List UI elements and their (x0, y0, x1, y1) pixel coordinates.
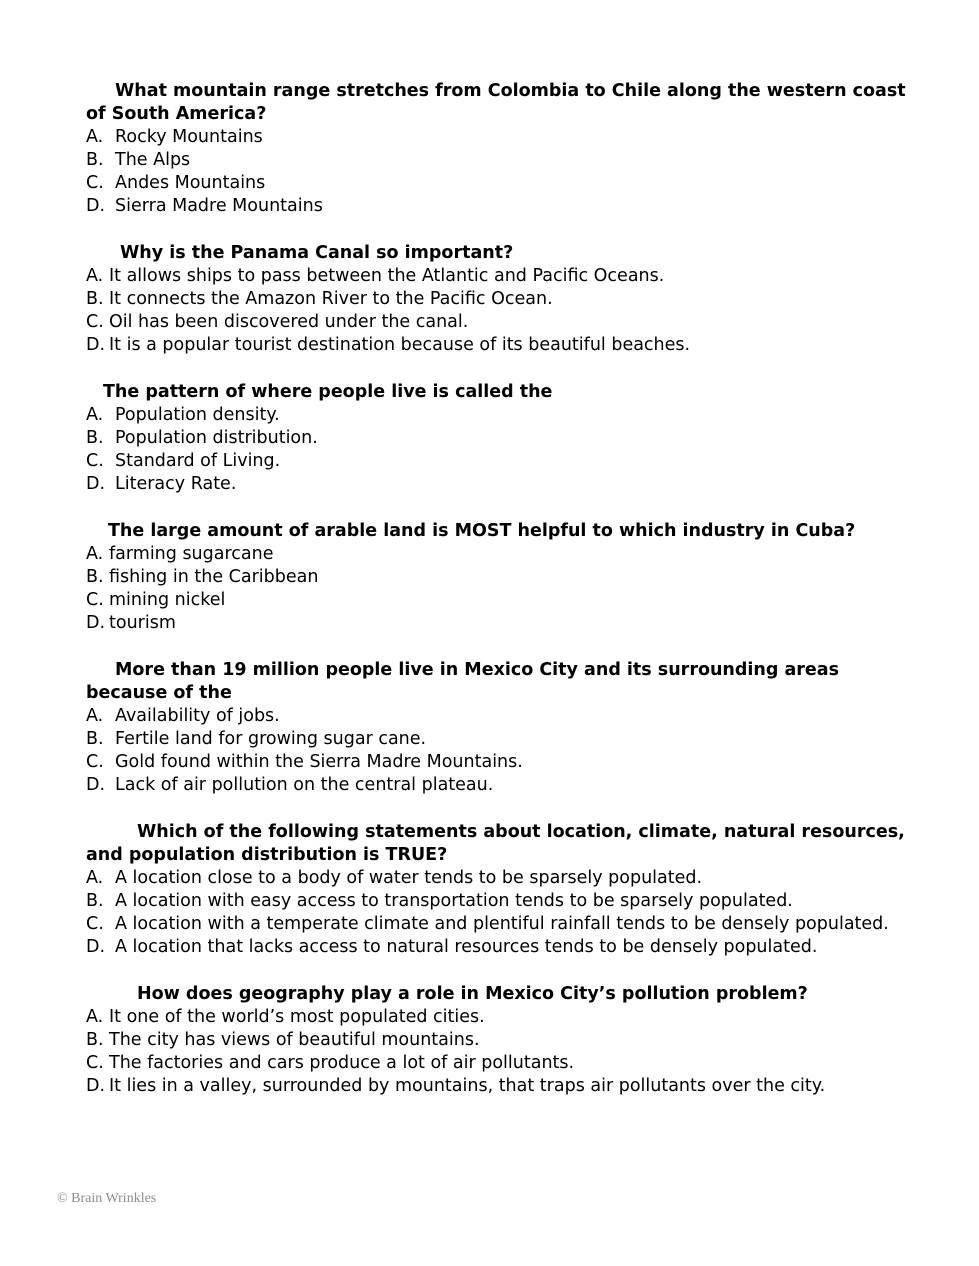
choice-text: Standard of Living. (115, 451, 281, 472)
choice-text: A location with a temperate climate and plentiful rainfall tends to be densely populated. (115, 914, 889, 935)
choice-letter: B. (86, 567, 104, 588)
choice-text: Population density. (115, 405, 280, 426)
answer-choices (86, 867, 926, 959)
choice-letter: A. (86, 868, 104, 889)
answer-choices (86, 404, 926, 496)
answer-choice (86, 890, 926, 913)
choice-letter: D. (86, 775, 106, 796)
choice-text: mining nickel (109, 590, 226, 611)
choice-letter: A. (86, 405, 104, 426)
choice-letter: B. (86, 1030, 104, 1051)
answer-choice (86, 172, 926, 195)
choice-letter: C. (86, 173, 104, 194)
choice-text: It is a popular tourist destination because of its beautiful beaches. (109, 335, 691, 356)
choice-text: The factories and cars produce a lot of air pollutants. (109, 1053, 575, 1074)
choice-text: Lack of air pollution on the central plateau. (115, 775, 494, 796)
question-text: What mountain range stretches from Colombia to Chile along the western coast of South America? (86, 81, 906, 125)
choice-letter: B. (86, 428, 104, 449)
answer-choice (86, 473, 926, 496)
question-text: How does geography play a role in Mexico City’s pollution problem? (137, 984, 808, 1004)
answer-choice (86, 774, 926, 797)
choice-text: Population distribution. (115, 428, 318, 449)
choice-letter: C. (86, 312, 104, 333)
choice-text: A location close to a body of water tends to be sparsely populated. (115, 868, 703, 889)
choice-text: Oil has been discovered under the canal. (109, 312, 469, 333)
choice-text: Sierra Madre Mountains (115, 196, 323, 217)
choice-text: Availability of jobs. (115, 706, 280, 727)
question-3 (86, 381, 926, 496)
choice-letter: C. (86, 752, 104, 773)
answer-choice (86, 913, 926, 936)
choice-letter: C. (86, 451, 104, 472)
choice-letter: B. (86, 729, 104, 750)
choice-text: The city has views of beautiful mountains. (109, 1030, 480, 1051)
question-7 (86, 983, 926, 1098)
choice-letter: D. (86, 937, 106, 958)
answer-choice (86, 543, 926, 566)
choice-text: Andes Mountains (115, 173, 266, 194)
choice-text: Rocky Mountains (115, 127, 263, 148)
answer-choice (86, 867, 926, 890)
question-text: The pattern of where people live is called the (103, 382, 553, 402)
choice-letter: B. (86, 891, 104, 912)
choice-text: A location with easy access to transportation tends to be sparsely populated. (115, 891, 793, 912)
choice-letter: C. (86, 914, 104, 935)
answer-choice (86, 1029, 926, 1052)
answer-choice (86, 1075, 926, 1098)
choice-letter: A. (86, 266, 104, 287)
answer-choice (86, 195, 926, 218)
answer-choice (86, 936, 926, 959)
choice-text: Gold found within the Sierra Madre Mountains. (115, 752, 523, 773)
question-text: Which of the following statements about location, climate, natural resources, and population distribution is TRUE? (86, 822, 905, 866)
choice-text: tourism (109, 613, 176, 634)
answer-choice (86, 612, 926, 635)
choice-letter: A. (86, 127, 104, 148)
answer-choice (86, 566, 926, 589)
choice-text: fishing in the Caribbean (109, 567, 319, 588)
question-4 (86, 520, 926, 635)
choice-text: farming sugarcane (109, 544, 274, 565)
choice-letter: C. (86, 590, 104, 611)
answer-choice (86, 311, 926, 334)
question-6 (86, 821, 926, 960)
answer-choice (86, 589, 926, 612)
answer-choice (86, 149, 926, 172)
answer-choice (86, 1052, 926, 1075)
choice-letter: D. (86, 335, 106, 356)
question-text: Why is the Panama Canal so important? (120, 243, 514, 263)
choice-letter: D. (86, 613, 106, 634)
answer-choice (86, 1006, 926, 1029)
question-text: The large amount of arable land is MOST helpful to which industry in Cuba? (108, 521, 856, 541)
choice-text: A location that lacks access to natural resources tends to be densely populated. (115, 937, 818, 958)
choice-text: It allows ships to pass between the Atlantic and Pacific Oceans. (109, 266, 665, 287)
answer-choice (86, 126, 926, 149)
choice-letter: D. (86, 196, 106, 217)
answer-choice (86, 334, 926, 357)
choice-letter: A. (86, 1007, 104, 1028)
choice-letter: B. (86, 289, 104, 310)
answer-choice (86, 450, 926, 473)
answer-choice (86, 751, 926, 774)
choice-text: Literacy Rate. (115, 474, 237, 495)
answer-choice (86, 705, 926, 728)
question-5 (86, 659, 926, 798)
answer-choices (86, 1006, 926, 1098)
choice-text: It lies in a valley, surrounded by mountains, that traps air pollutants over the city. (109, 1076, 826, 1097)
choice-text: Fertile land for growing sugar cane. (115, 729, 427, 750)
choice-letter: C. (86, 1053, 104, 1074)
choice-letter: A. (86, 544, 104, 565)
question-text: More than 19 million people live in Mexico City and its surrounding areas because of the (86, 660, 840, 704)
answer-choices (86, 543, 926, 635)
choice-letter: D. (86, 474, 106, 495)
answer-choices (86, 126, 926, 218)
choice-letter: D. (86, 1076, 106, 1097)
choice-letter: A. (86, 706, 104, 727)
choice-letter: B. (86, 150, 104, 171)
question-2 (86, 242, 926, 357)
answer-choice (86, 427, 926, 450)
answer-choice (86, 728, 926, 751)
answer-choices (86, 705, 926, 797)
choice-text: The Alps (115, 150, 191, 171)
choice-text: It one of the world’s most populated cities. (109, 1007, 485, 1028)
copyright-footer: © Brain Wrinkles (57, 1191, 157, 1206)
answer-choices (86, 265, 926, 357)
answer-choice (86, 404, 926, 427)
answer-choice (86, 265, 926, 288)
answer-choice (86, 288, 926, 311)
choice-text: It connects the Amazon River to the Pacific Ocean. (109, 289, 553, 310)
question-1 (86, 80, 926, 219)
